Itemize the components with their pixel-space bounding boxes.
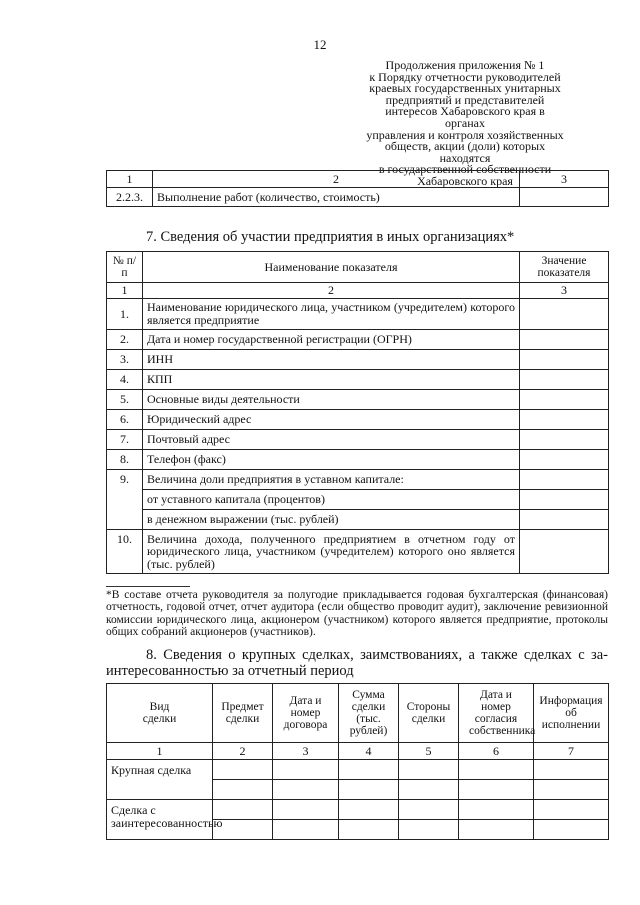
- appendix-header: [365, 60, 565, 188]
- data-cell: [273, 820, 339, 840]
- row-number: 1.: [107, 299, 143, 330]
- row-number: 7.: [107, 430, 143, 450]
- header-line: к Порядку отчетности руководителей: [369, 69, 561, 84]
- header-row: [107, 252, 609, 283]
- header-row: [107, 684, 609, 743]
- continuation-table: [106, 170, 609, 207]
- col-number: 3: [273, 743, 339, 760]
- section-8-title-line1: 8. Сведения о крупных сделках, заимствованиях, а также сделках с за-: [146, 647, 608, 663]
- header-line: в государственной собственности: [378, 162, 552, 177]
- header-execution: Информация об исполнении: [534, 684, 609, 743]
- data-cell: [459, 780, 534, 800]
- data-cell: [399, 780, 459, 800]
- row-text: Дата и номер государственной регистрации (ОГРН): [143, 330, 520, 350]
- data-cell: [399, 820, 459, 840]
- data-cell: [534, 800, 609, 820]
- column-number-row: [107, 283, 609, 299]
- col-number: 7: [534, 743, 609, 760]
- header-line: Хабаровского края: [417, 173, 513, 188]
- header-subject: Предмет сделки: [213, 684, 273, 743]
- data-cell: [534, 820, 609, 840]
- table-row: [107, 370, 609, 390]
- data-cell: [339, 780, 399, 800]
- row-text: Наименование юридического лица, участником (учредителем) которого является предприятие: [143, 299, 520, 330]
- value-cell: [520, 330, 609, 350]
- row-number: 2.: [107, 330, 143, 350]
- col-number: 1: [107, 283, 143, 299]
- header-line: обществ, акции (доли) которых находятся: [384, 139, 546, 165]
- row-text: в денежном выражении (тыс. рублей): [143, 510, 520, 530]
- col-number: 2: [143, 283, 520, 299]
- data-cell: [339, 760, 399, 780]
- data-cell: [534, 760, 609, 780]
- value-cell: [520, 530, 609, 574]
- value-cell: [520, 188, 609, 207]
- data-cell: [399, 800, 459, 820]
- row-number: 6.: [107, 410, 143, 430]
- row-number: 8.: [107, 450, 143, 470]
- col-number: 3: [520, 283, 609, 299]
- value-cell: [520, 410, 609, 430]
- section-8-title-line2: интересованностью за отчетный период: [106, 663, 354, 679]
- header-num: № п/п: [107, 252, 143, 283]
- table-row: [107, 430, 609, 450]
- row-number: 4.: [107, 370, 143, 390]
- row-text: Юридический адрес: [143, 410, 520, 430]
- table-row: [107, 188, 609, 207]
- table-row: [107, 410, 609, 430]
- table-row: [107, 390, 609, 410]
- table-row: [107, 350, 609, 370]
- col-number: 2: [213, 743, 273, 760]
- col-number: 2: [153, 171, 520, 188]
- row-number: 9.: [107, 470, 143, 530]
- value-cell: [520, 510, 609, 530]
- footnote-text: *В составе отчета руководителя за полугодие прикладывается годовая бухгалтерская (финансовая) отчетность, годовой отчет, отчет аудитора (если общество проводит аудит), заключение ревизионной комиссии юридического лица, акционером (участником) которого является предприятие, протоколы общих собраний акционеров (участников).: [106, 589, 608, 639]
- col-number: 4: [339, 743, 399, 760]
- data-cell: [459, 820, 534, 840]
- header-line: Продолжения приложения № 1: [385, 58, 545, 72]
- row-text: КПП: [143, 370, 520, 390]
- table-row: [107, 450, 609, 470]
- header-contract: Дата и номер договора: [273, 684, 339, 743]
- header-deal-type: Вид сделки: [107, 684, 213, 743]
- col-number: 6: [459, 743, 534, 760]
- section-8-table: [106, 683, 609, 840]
- data-cell: [534, 780, 609, 800]
- row-text: ИНН: [143, 350, 520, 370]
- column-number-row: [107, 171, 609, 188]
- header-amount: Сумма сделки (тыс. рублей): [339, 684, 399, 743]
- col-number: 3: [520, 171, 609, 188]
- data-cell: [339, 800, 399, 820]
- data-cell: [459, 760, 534, 780]
- col-number: 1: [107, 171, 153, 188]
- data-cell: [273, 760, 339, 780]
- footnote-separator: [106, 586, 190, 587]
- row-text: Выполнение работ (количество, стоимость): [153, 188, 520, 207]
- table-row: [107, 510, 609, 530]
- row-text: Величина доли предприятия в уставном капитале:: [143, 470, 520, 490]
- table-row: [107, 470, 609, 490]
- section-7-title: 7. Сведения об участии предприятия в иных организациях*: [146, 229, 515, 245]
- row-number: 3.: [107, 350, 143, 370]
- row-text: Почтовый адрес: [143, 430, 520, 450]
- data-cell: [273, 780, 339, 800]
- header-line: управления и контроля хозяйственных: [366, 127, 564, 142]
- value-cell: [520, 470, 609, 490]
- column-number-row: [107, 743, 609, 760]
- table-row: [107, 530, 609, 574]
- table-row: [107, 800, 609, 820]
- deal-type-label: Крупная сделка: [107, 760, 213, 800]
- value-cell: [520, 430, 609, 450]
- row-text: Телефон (факс): [143, 450, 520, 470]
- header-line: предприятий и представителей: [385, 92, 545, 107]
- col-number: 5: [399, 743, 459, 760]
- row-number: 5.: [107, 390, 143, 410]
- data-cell: [273, 800, 339, 820]
- table-row: [107, 299, 609, 330]
- col-number: 1: [107, 743, 213, 760]
- page-number: 12: [313, 37, 327, 52]
- data-cell: [339, 820, 399, 840]
- data-cell: [459, 800, 534, 820]
- header-name: Наименование показателя: [143, 252, 520, 283]
- data-cell: [399, 760, 459, 780]
- value-cell: [520, 299, 609, 330]
- value-cell: [520, 350, 609, 370]
- header-line: краевых государственных унитарных: [369, 81, 561, 96]
- value-cell: [520, 370, 609, 390]
- value-cell: [520, 490, 609, 510]
- value-cell: [520, 450, 609, 470]
- section-7-table: [106, 251, 609, 574]
- table-row: [107, 490, 609, 510]
- row-text: Величина дохода, полученного предприятием в отчетном году от юридического лица, участником (учредителем) которого оно является (тыс. рублей): [143, 530, 520, 574]
- data-cell: [213, 760, 273, 780]
- table-row: [107, 330, 609, 350]
- row-number: 10.: [107, 530, 143, 574]
- deal-type-label: Сделка с заинтересованностью: [107, 800, 213, 840]
- header-line: интересов Хабаровского края в органах: [385, 104, 545, 130]
- header-value: Значение показателя: [520, 252, 609, 283]
- value-cell: [520, 390, 609, 410]
- data-cell: [213, 780, 273, 800]
- section-8-title: [146, 648, 608, 663]
- row-text: Основные виды деятельности: [143, 390, 520, 410]
- header-consent: Дата и номер согласия собственника: [459, 684, 534, 743]
- header-parties: Стороны сделки: [399, 684, 459, 743]
- table-row: [107, 760, 609, 780]
- row-text: от уставного капитала (процентов): [143, 490, 520, 510]
- row-number: 2.2.3.: [107, 188, 153, 207]
